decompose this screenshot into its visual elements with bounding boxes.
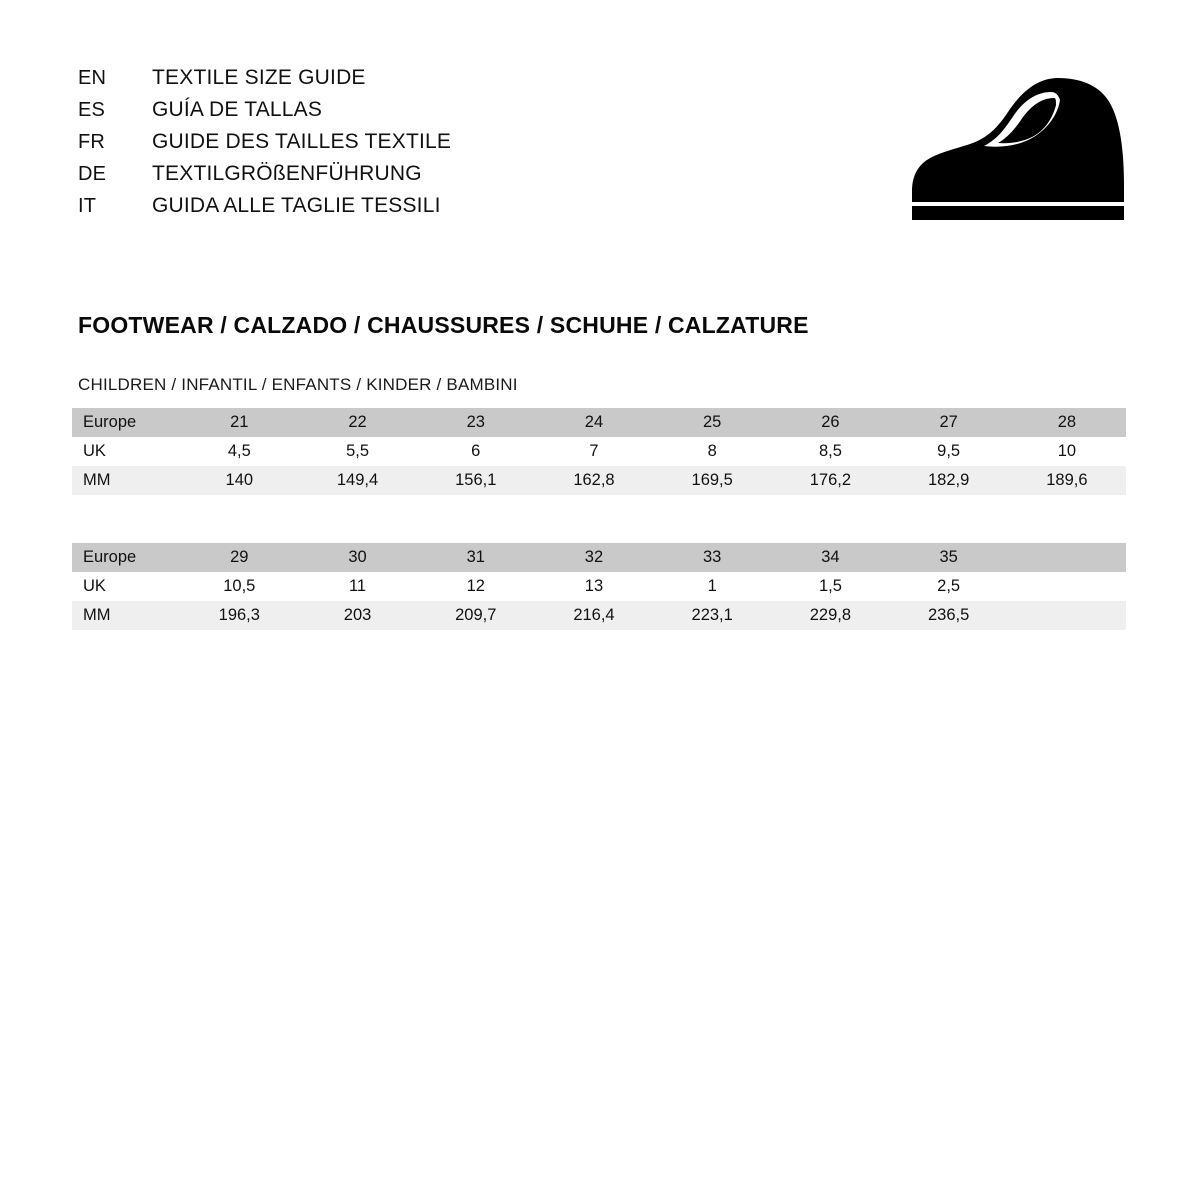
table-cell: 31 xyxy=(417,543,535,572)
table-cell: 34 xyxy=(771,543,889,572)
table-cell: 162,8 xyxy=(535,466,653,495)
table-cell: 1,5 xyxy=(771,572,889,601)
table-row xyxy=(72,437,1126,466)
table-cell: 27 xyxy=(890,408,1008,437)
table-cell: 176,2 xyxy=(771,466,889,495)
section-title: FOOTWEAR / CALZADO / CHAUSSURES / SCHUHE / CALZATURE xyxy=(78,312,809,338)
table-cell: 25 xyxy=(653,408,771,437)
row-label: Europe xyxy=(72,543,180,572)
table-cell: 7 xyxy=(535,437,653,466)
table-cell: 30 xyxy=(298,543,416,572)
language-text-es: GUÍA DE TALLAS xyxy=(152,98,323,121)
table-cell: 196,3 xyxy=(180,601,298,630)
table-cell: 8 xyxy=(653,437,771,466)
language-row-it xyxy=(78,190,698,222)
shoe-icon xyxy=(908,70,1128,220)
language-text-de: TEXTILGRÖßENFÜHRUNG xyxy=(152,162,422,185)
table-cell: 22 xyxy=(298,408,416,437)
table-cell: 229,8 xyxy=(771,601,889,630)
table-cell-empty xyxy=(1008,601,1126,630)
language-text-it: GUIDA ALLE TAGLIE TESSILI xyxy=(152,194,441,217)
table-cell: 8,5 xyxy=(771,437,889,466)
table-cell: 32 xyxy=(535,543,653,572)
section-subtitle: CHILDREN / INFANTIL / ENFANTS / KINDER / BAMBINI xyxy=(78,375,518,394)
table-cell: 21 xyxy=(180,408,298,437)
table-cell: 216,4 xyxy=(535,601,653,630)
language-list xyxy=(78,62,698,222)
size-table-children-2 xyxy=(72,543,1126,630)
table-cell: 156,1 xyxy=(417,466,535,495)
row-label: Europe xyxy=(72,408,180,437)
table-row xyxy=(72,601,1126,630)
language-code-fr: FR xyxy=(78,131,106,153)
table-cell: 11 xyxy=(298,572,416,601)
table-row xyxy=(72,408,1126,437)
language-code-it: IT xyxy=(78,195,97,217)
language-code-es: ES xyxy=(78,99,106,121)
table-cell-empty xyxy=(1008,543,1126,572)
table-cell: 10 xyxy=(1008,437,1126,466)
row-label: MM xyxy=(72,466,180,495)
table-cell: 182,9 xyxy=(890,466,1008,495)
table-cell-empty xyxy=(1008,572,1126,601)
table-cell: 236,5 xyxy=(890,601,1008,630)
language-code-en: EN xyxy=(78,67,107,89)
table-cell: 140 xyxy=(180,466,298,495)
language-row-fr xyxy=(78,126,698,158)
table-cell: 209,7 xyxy=(417,601,535,630)
table-cell: 9,5 xyxy=(890,437,1008,466)
language-row-es xyxy=(78,94,698,126)
table-cell: 10,5 xyxy=(180,572,298,601)
table-row xyxy=(72,466,1126,495)
table-cell: 29 xyxy=(180,543,298,572)
table-cell: 2,5 xyxy=(890,572,1008,601)
table-cell: 203 xyxy=(298,601,416,630)
table-row xyxy=(72,572,1126,601)
row-label: MM xyxy=(72,601,180,630)
table-cell: 149,4 xyxy=(298,466,416,495)
table-cell: 5,5 xyxy=(298,437,416,466)
table-cell: 169,5 xyxy=(653,466,771,495)
language-text-en: TEXTILE SIZE GUIDE xyxy=(152,66,366,89)
table-row xyxy=(72,543,1126,572)
table-cell: 13 xyxy=(535,572,653,601)
language-row-de xyxy=(78,158,698,190)
table-cell: 35 xyxy=(890,543,1008,572)
table-cell: 4,5 xyxy=(180,437,298,466)
table-cell: 23 xyxy=(417,408,535,437)
table-cell: 12 xyxy=(417,572,535,601)
size-table-children-1 xyxy=(72,408,1126,495)
table-cell: 26 xyxy=(771,408,889,437)
row-label: UK xyxy=(72,437,180,466)
table-cell: 223,1 xyxy=(653,601,771,630)
language-text-fr: GUIDE DES TAILLES TEXTILE xyxy=(152,130,452,153)
language-code-de: DE xyxy=(78,163,107,185)
table-cell: 33 xyxy=(653,543,771,572)
row-label: UK xyxy=(72,572,180,601)
table-cell: 189,6 xyxy=(1008,466,1126,495)
table-cell: 24 xyxy=(535,408,653,437)
table-cell: 1 xyxy=(653,572,771,601)
table-cell: 6 xyxy=(417,437,535,466)
language-row-en xyxy=(78,62,698,94)
table-cell: 28 xyxy=(1008,408,1126,437)
